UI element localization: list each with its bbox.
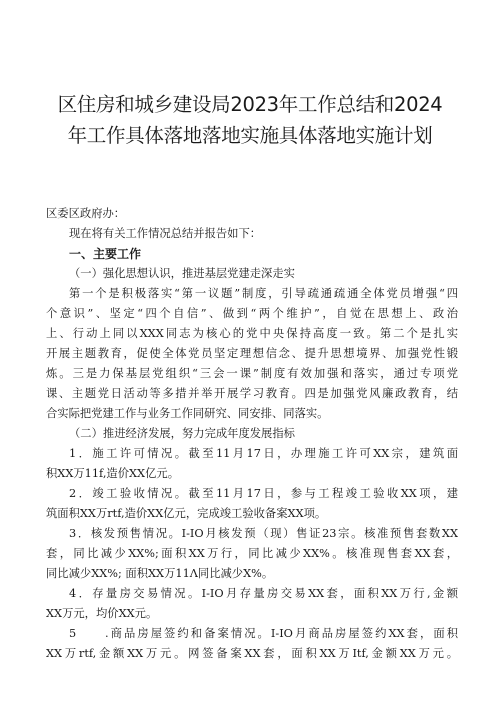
document-title-line-1: 区住房和城乡建设局2023年工作总结和2024 [57,93,443,116]
section-heading-main-work: 一、主要工作 [69,247,142,261]
paragraph-line: 个意识”、坚定“四个自信”、做到“两个维护”，自觉在思想上、政治 [46,307,458,320]
intro-paragraph: 现在将有关工作情况总结并报告如下： [69,227,262,240]
document-title-line-2: 年工作具体落地落地实施具体落地实施计划 [67,124,433,147]
document-body [46,204,458,664]
paragraph-line: 第一个是积极落实“第一议题”制度，引导疏通疏通全体党员增强“四 [69,287,458,300]
item-line: 同比减少XX%; 面积XX万11Λ同比减少X%。 [46,567,274,580]
item-commercial-housing-contracts: 5 .商品房屋签约和备案情况。I-IO月商品房屋签约XX套，面积 [69,627,458,640]
salutation: 区委区政府办： [46,207,126,220]
subsection-heading-economic-development: （二）推进经济发展，努力完成年度发展指标 [69,427,295,440]
paragraph-line: 课、主题党日活动等多措并举开展学习教育。四是加强党风廉政教育，结 [46,387,458,400]
paragraph-line: 合实际把党建工作与业务工作同研究、同安排、同落实。 [46,407,329,420]
item-existing-housing-trade: 4．存量房交易情况。I-IO月存量房交易XX套，面积XX万行,金额 [69,587,458,600]
paragraph-line: 炼。三是力保基层党组织“三会一课”制度有效加强和落实，通过专项党 [46,367,458,380]
item-line: XX万rtf,金额XX万元。网签备案XX套，面积XX万Itf,金额XX万元。 [46,647,458,660]
item-line: 筑面积XX万rtf,造价XX亿元，完成竣工验收备案XX项。 [46,507,327,520]
item-presale-permit: 3．核发预售情况。I-IO月核发预（现）售证23宗。核准预售套数XX [69,527,458,540]
item-completion-acceptance: 2．竣工验收情况。截至11月17日，参与工程竣工验收XX项，建 [69,487,458,500]
paragraph-line: 开展主题教育，促使全体党员坚定理想信念、提升思想境界、加强党性锻 [46,347,458,360]
item-construction-permit: 1．施工许可情况。截至11月17日，办理施工许可XX宗，建筑面 [69,447,458,460]
subsection-heading-party-building: （一）强化思想认识，推进基层党建走深走实 [69,267,295,280]
item-line: 积XX万11f,造价XX亿元。 [46,467,179,480]
item-line: 套，同比减少XX%;面积XX万行，同比减少XX%。核准现售套XX套， [46,547,458,560]
item-line: XX万元，均价XX元。 [46,607,158,620]
paragraph-line: 上、行动上同以XXX同志为核心的党中央保持高度一致。第二个是扎实 [46,327,458,340]
